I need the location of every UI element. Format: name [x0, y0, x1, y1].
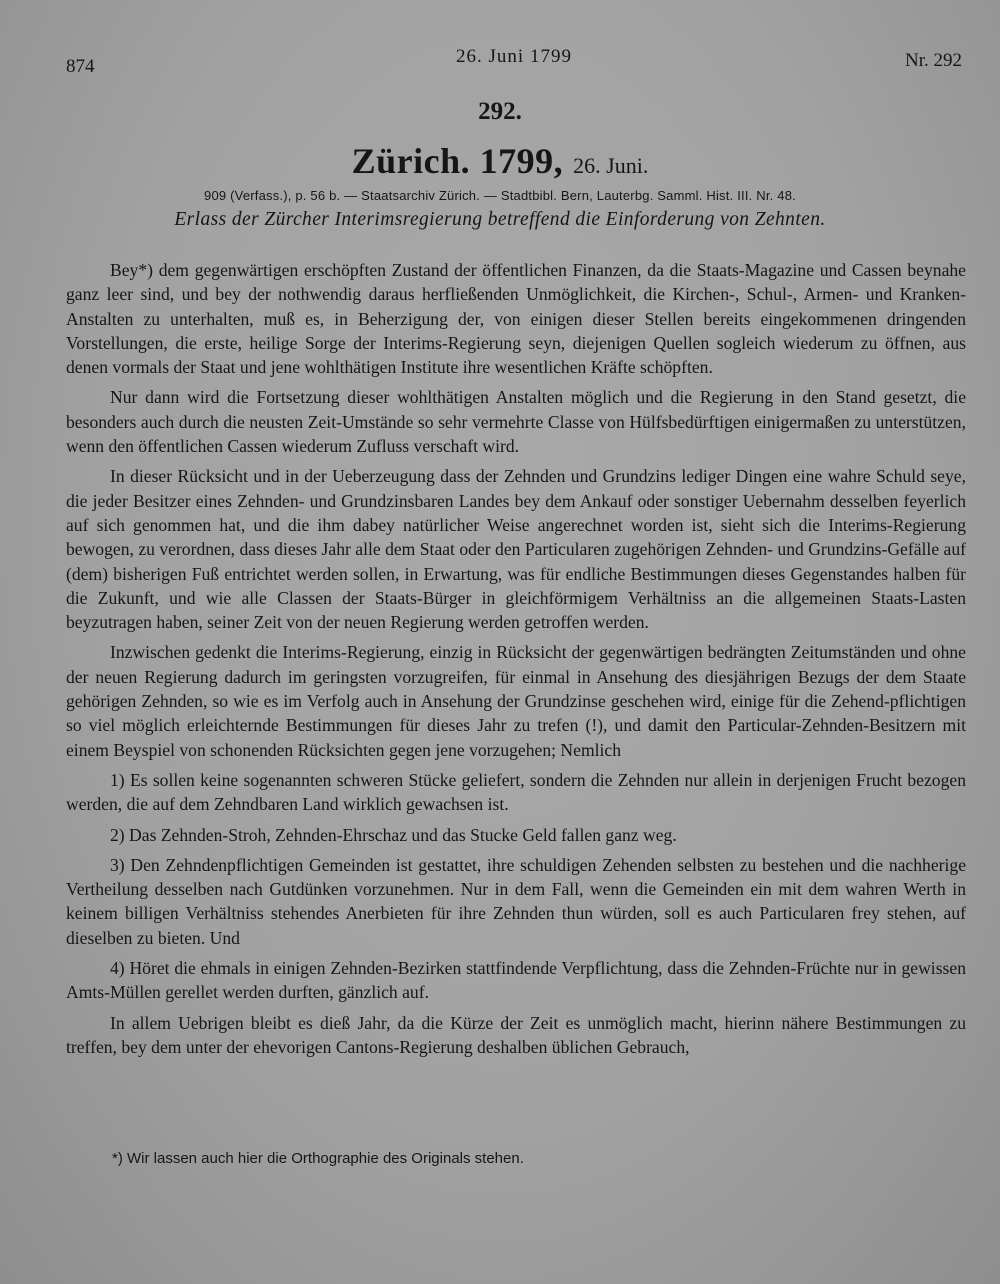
document-title [0, 140, 1000, 182]
list-item: 1) Es sollen keine sogenannten schweren Stücke geliefert, sondern die Zehnden nur allein in derjenigen Frucht bezogen werden, die auf dem Zehndbaren Land wirklich gewachsen ist. [66, 769, 966, 815]
paragraph: Nur dann wird die Fortsetzung dieser wohlthätigen Anstalten möglich und die Regierung in den Stand gesetzt, die besonders auch durch die neusten Zeit-Umstände so sehr vermehrte Classe von Hülfsbedürftigen einigermaßen zu unterstützen, wenn den öffentlichen Cassen wiederum Zufluss verschaft wird. [66, 387, 966, 457]
body-text [66, 258, 966, 1065]
paragraph: In allem Uebrigen bleibt es dieß Jahr, da die Kürze der Zeit es unmöglich macht, hierinn nähere Bestimmungen zu treffen, bey dem unter der ehevorigen Cantons-Regierung deshalben üblichen Gebrauch, [66, 1012, 966, 1057]
list-item: 4) Höret die ehmals in einigen Zehnden-Bezirken stattfindende Verpflichtung, dass die Zehnden-Früchte nur in gewissen Amts-Müllen gerellet werden durften, gänzlich auf. [66, 958, 966, 1003]
running-date: 26. Juni 1799 [456, 46, 572, 67]
list-item: 2) Das Zehnden-Stroh, Zehnden-Ehrschaz und das Stucke Geld fallen ganz weg. [110, 824, 677, 845]
list-item: 3) Den Zehndenpflichtigen Gemeinden ist gestattet, ihre schuldigen Zehenden selbsten zu bestehen und die nachherige Vertheilung desselben nach Gutdünken vorzunehmen. Nur in dem Fall, wenn die Gemeinden ein mit dem wahren Werth in keinem billigen Verhältniss stehendes Anerbieten für ihre Zehnden thun würden, soll es auch Particularen frey stehen, auf dieselben zu bieten. Und [66, 854, 966, 948]
footnote: *) Wir lassen auch hier die Orthographie des Originals stehen. [112, 1150, 524, 1167]
document-number: 292. [478, 98, 522, 125]
document-subtitle: Erlass der Zürcher Interimsregierung betreffend die Einforderung von Zehnten. [174, 209, 826, 230]
page-number: 874 [66, 56, 95, 77]
paragraph: Inzwischen gedenkt die Interims-Regierung, einzig in Rücksicht der gegenwärtigen bedrängten Zeitumständen und ohne der neuen Regierung dadurch im geringsten vorzugreifen, für einmal in Ansehung des diesjährigen Bezugs der dem Staate gehörigen Zehnden, so wie es im Verfolg auch in Ansehung der Grundzinse geschehen wird, einige für die Zehend-pflichtigen so viel möglich erleichternde Bestimmungen für dieses Jahr zu trefen (!), und damit den Particular-Zehnden-Besitzern mit einem Beyspiel von schonenden Rücksichten gegen jene vorzugehen; Nemlich [66, 642, 966, 760]
paragraph: In dieser Rücksicht und in der Ueberzeugung dass der Zehnden und Grundzins lediger Dingen eine wahre Schuld seye, die jeder Besitzer eines Zehnden- und Grundzinsbaren Landes bey dem Ankauf oder sonstiger Uebernahm desselben feyerlich auf sich genommen hat, und die ihm dabey natürlicher Weise angerechnet worden ist, sieht sich die Interims-Regierung bewogen, zu verordnen, dass dieses Jahr alle dem Staat oder den Particularen zugehörigen Zehnden- und Grundzins-Gefälle auf (dem) bisherigen Fuß entrichtet werden sollen, in Erwartung, was für endliche Bestimmungen dieses Gegenstandes halben für die Zukunft, und wie alle Classen der Staats-Bürger in gleichförmigem Verhältniss an die allgemeinen Staats-Lasten beyzutragen haben, seiner Zeit von der neuen Regierung werden getroffen werden. [66, 466, 966, 633]
running-document-nr: Nr. 292 [905, 50, 962, 71]
title-place-year: Zürich. 1799, [351, 141, 564, 181]
title-day: 26. Juni. [573, 153, 649, 178]
paragraph: Bey*) dem gegenwärtigen erschöpften Zustand der öffentlichen Finanzen, da die Staats-Magazine und Cassen beynahe ganz leer sind, und bey der nothwendig daraus herfließenden Unmöglichkeit, die Kirchen-, Schul-, Armen- und Kranken-Anstalten zu unterhalten, muß es, in Beherzigung der, von einigen dieser Stellen bereits eingekommenen dringenden Vorstellungen, die erste, heilige Sorge der Interims-Regierung seyn, diejenigen Quellen sogleich wiederum zu öffnen, aus denen vormals der Staat und jene wohlthätigen Institute ihre wesentlichen Kräfte schöpften. [66, 260, 966, 378]
page-header [66, 46, 962, 76]
source-references: 909 (Verfass.), p. 56 b. — Staatsarchiv Zürich. — Stadtbibl. Bern, Lauterbg. Samml. Hist. III. Nr. 48. [204, 188, 796, 203]
